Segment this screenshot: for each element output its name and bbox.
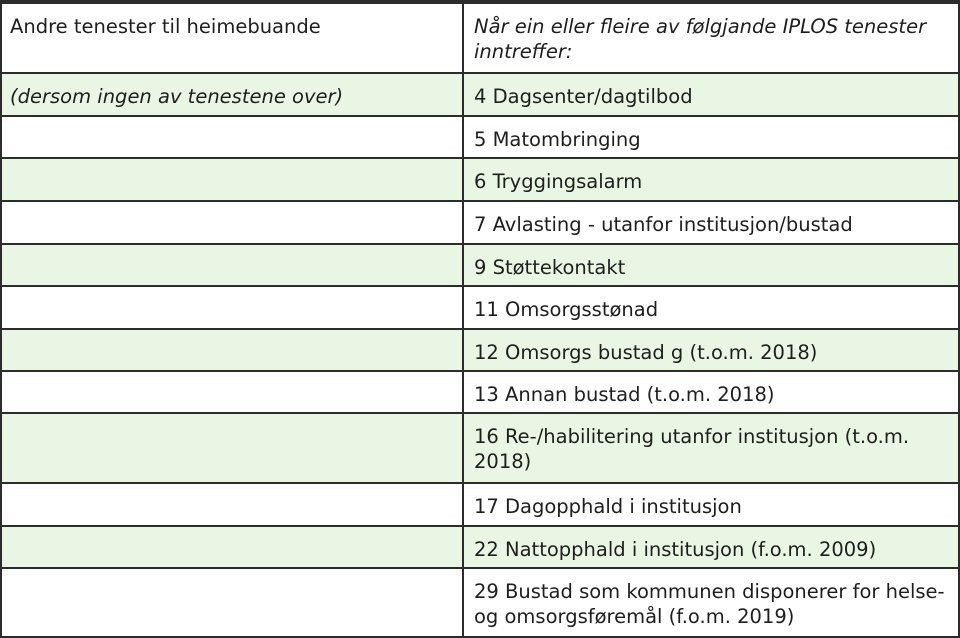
table-row [2, 159, 958, 202]
row-service-cell: 6 Tryggingsalarm [474, 170, 643, 193]
row-service-cell: 11 Omsorgsstønad [474, 298, 659, 321]
row-left-cell [2, 202, 464, 243]
table-row [2, 569, 958, 638]
table-row [2, 414, 958, 484]
table-row [2, 74, 958, 117]
row-service-cell: 4 Dagsenter/dagtilbod [474, 85, 693, 108]
row-service-cell: 29 Bustad som kommunen disponerer for helse- og omsorgsføremål (f.o.m. 2019) [474, 580, 945, 628]
table-row [2, 287, 958, 330]
row-left-cell: (dersom ingen av tenestene over) [2, 74, 464, 115]
table-row [2, 527, 958, 569]
row-left-cell [2, 569, 464, 636]
row-service-cell: 13 Annan bustad (t.o.m. 2018) [474, 383, 775, 406]
row-service-cell: 7 Avlasting - utanfor institusjon/bustad [474, 213, 853, 236]
row-left-cell [2, 159, 464, 200]
table-row [2, 372, 958, 414]
table-row [2, 202, 958, 245]
header-right-cell: Når ein eller fleire av følgjande IPLOS tenester inntreffer: [474, 15, 927, 63]
row-left-cell [2, 527, 464, 567]
row-left-cell [2, 287, 464, 328]
row-service-cell: 5 Matombringing [474, 128, 641, 151]
row-service-cell: 12 Omsorgs bustad g (t.o.m. 2018) [474, 341, 818, 364]
table-row [2, 330, 958, 372]
row-service-cell: 22 Nattopphald i institusjon (f.o.m. 2009) [474, 538, 877, 561]
header-left-cell: Andre tenester til heimebuande [2, 4, 464, 72]
header-row [2, 4, 958, 74]
row-left-cell [2, 117, 464, 157]
row-service-cell: 16 Re-/habilitering utanfor institusjon (t.o.m. 2018) [474, 425, 910, 473]
row-left-cell [2, 414, 464, 482]
row-left-cell [2, 484, 464, 525]
table-row [2, 245, 958, 287]
row-service-cell: 9 Støttekontakt [474, 256, 626, 279]
table-row [2, 117, 958, 159]
row-left-cell [2, 372, 464, 412]
row-left-cell [2, 245, 464, 285]
row-left-cell [2, 330, 464, 370]
table-row [2, 484, 958, 527]
row-service-cell: 17 Dagopphald i institusjon [474, 495, 742, 518]
